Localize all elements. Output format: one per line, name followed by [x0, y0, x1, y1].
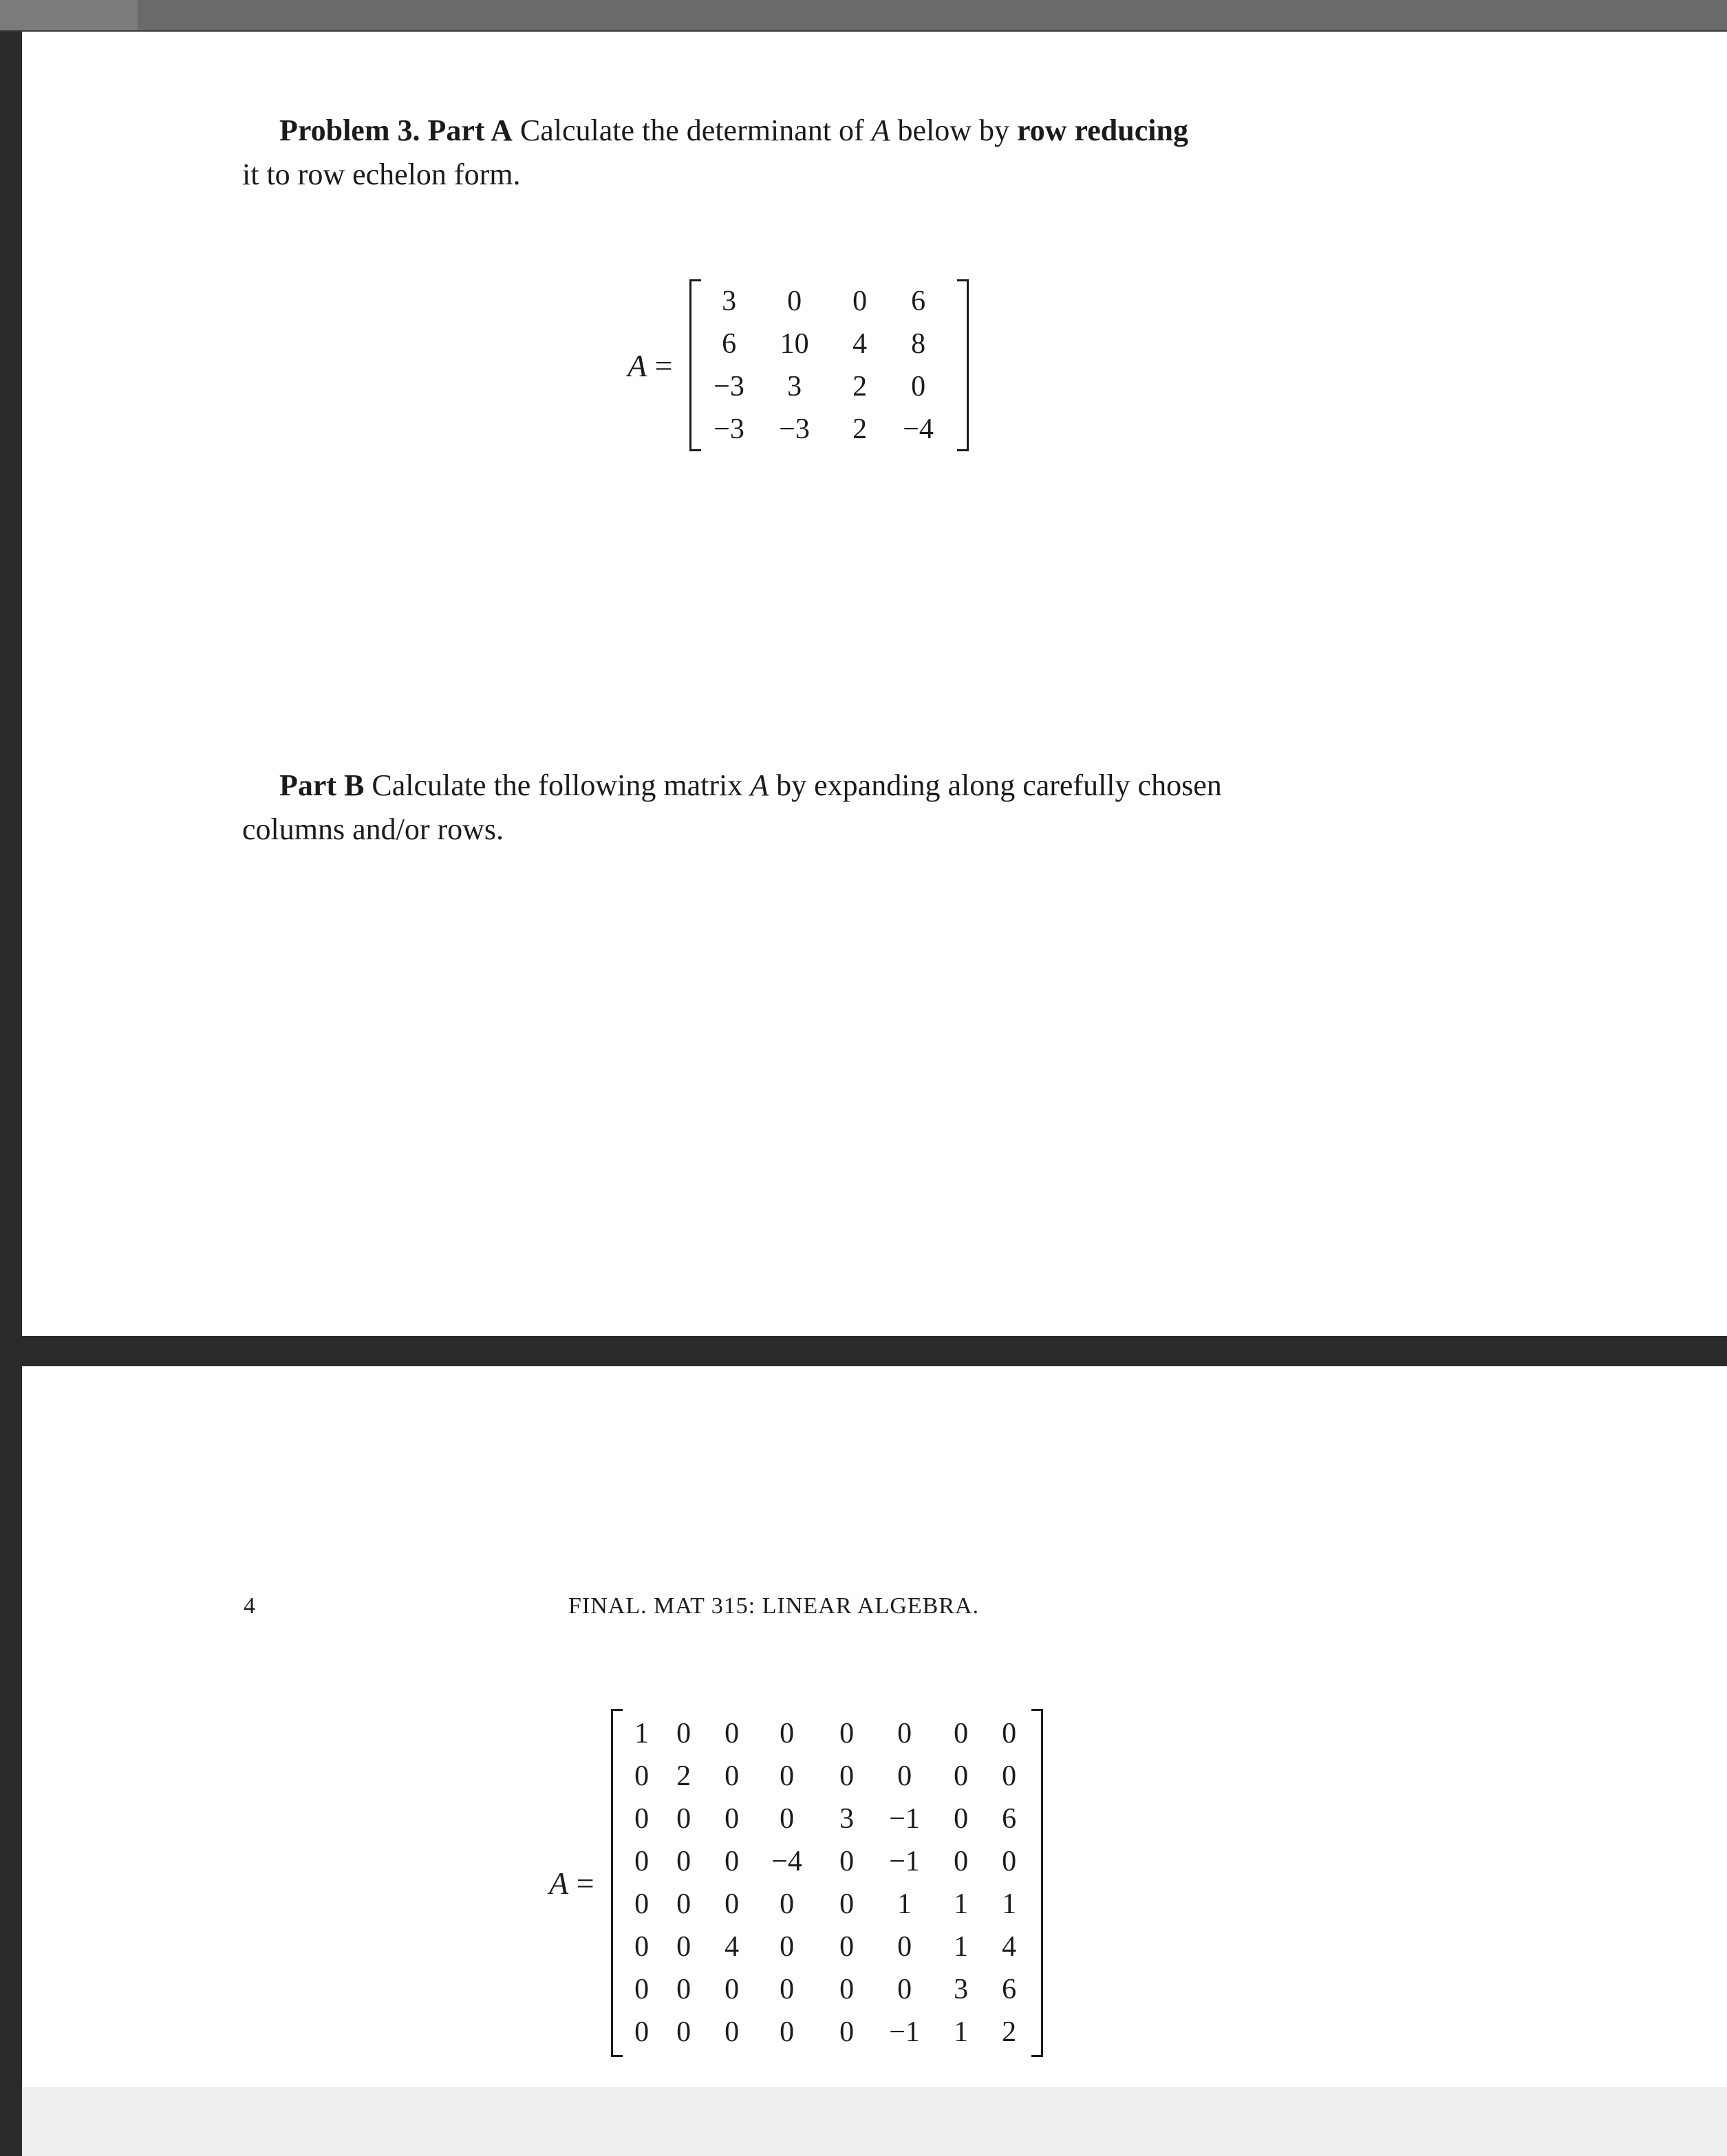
matrix-a-cell-r3-c3: 2	[852, 371, 868, 402]
matrix-b-cell-r1-c7: 0	[954, 1718, 969, 1749]
part-b-text-mid: by expanding along carefully chosen	[769, 768, 1222, 802]
right-bracket	[957, 279, 969, 451]
part-a-bold-phrase: row reducing	[1017, 114, 1188, 147]
matrix-b-cell-r2-c6: 0	[897, 1760, 912, 1792]
matrix-b-cell-r8-c2: 0	[676, 2016, 691, 2048]
matrix-b-cell-r2-c4: 0	[780, 1760, 795, 1792]
matrix-b-cell-r2-c2: 2	[676, 1760, 691, 1792]
matrix-b-cell-r5-c6: 1	[897, 1888, 912, 1920]
matrix-b-cell-r1-c2: 0	[676, 1718, 691, 1749]
matrix-a-cell-r2-c4: 8	[911, 328, 926, 360]
matrix-b-cell-r1-c3: 0	[725, 1718, 740, 1749]
matrix-b-cell-r1-c5: 0	[839, 1718, 855, 1749]
matrix-a-cell-r4-c3: 2	[852, 413, 868, 445]
matrix-b-cell-r7-c6: 0	[897, 1974, 912, 2005]
matrix-b-cell-r6-c6: 0	[897, 1931, 912, 1963]
matrix-b-cell-r6-c2: 0	[676, 1931, 691, 1963]
part-b-paragraph	[279, 764, 1408, 808]
matrix-b-cell-r4-c4: −4	[771, 1846, 802, 1877]
matrix-a-cell-r1-c3: 0	[852, 285, 868, 317]
part-a-paragraph	[279, 109, 1408, 153]
matrix-a-cell-r3-c4: 0	[911, 371, 926, 402]
matrix-b-cell-r4-c2: 0	[676, 1846, 691, 1877]
matrix-b-cell-r4-c8: 0	[1002, 1846, 1017, 1877]
left-bracket	[689, 279, 701, 451]
part-a-text-before: Calculate the determinant of	[512, 114, 872, 147]
part-a-text-mid: below by	[890, 114, 1018, 147]
matrix-a-cell-r3-c1: −3	[714, 371, 744, 402]
matrix-b-cell-r3-c1: 0	[634, 1803, 650, 1835]
matrix-b-cell-r8-c5: 0	[839, 2016, 855, 2048]
matrix-b-cell-r3-c5: 3	[839, 1803, 855, 1835]
part-b-text-before: Calculate the following matrix	[364, 768, 751, 802]
matrix-b-cell-r4-c5: 0	[839, 1846, 855, 1877]
matrix-b-cell-r2-c8: 0	[1002, 1760, 1017, 1792]
part-a-continuation: it to row echelon form.	[242, 158, 521, 191]
matrix-b-cell-r8-c4: 0	[780, 2016, 795, 2048]
part-b-continuation: columns and/or rows.	[242, 812, 504, 846]
left-bracket-b	[611, 1709, 623, 2057]
matrix-b-cell-r6-c7: 1	[954, 1931, 969, 1963]
problem-label: Problem 3.	[279, 114, 420, 147]
matrix-b-cell-r7-c8: 6	[1002, 1974, 1017, 2005]
matrix-a	[701, 280, 957, 451]
matrix-b-cell-r8-c1: 0	[634, 2016, 650, 2048]
part-a-label: Part A	[427, 114, 513, 147]
matrix-b-cell-r5-c5: 0	[839, 1888, 855, 1920]
matrix-b-cell-r7-c2: 0	[676, 1974, 691, 2005]
matrix-b-cell-r2-c5: 0	[839, 1760, 855, 1792]
matrix-b-cell-r5-c1: 0	[634, 1888, 650, 1920]
matrix-b-cell-r2-c3: 0	[725, 1760, 740, 1792]
matrix-b-cell-r8-c3: 0	[725, 2016, 740, 2048]
matrix-b-cell-r4-c6: −1	[889, 1846, 920, 1877]
right-bracket-b	[1031, 1709, 1043, 2057]
matrix-b-cell-r3-c2: 0	[676, 1803, 691, 1835]
viewer-top-bar	[0, 0, 1727, 32]
matrix-b-cell-r8-c8: 2	[1002, 2016, 1017, 2048]
matrix-b-cell-r6-c8: 4	[1002, 1931, 1017, 1963]
matrix-b	[623, 1712, 1031, 2053]
document-page-1	[22, 32, 1727, 1336]
matrix-b-cell-r6-c5: 0	[839, 1931, 855, 1963]
matrix-b-cell-r8-c7: 1	[954, 2016, 969, 2048]
matrix-b-cell-r7-c4: 0	[780, 1974, 795, 2005]
part-b-equation	[549, 1709, 1043, 2057]
viewer-tab[interactable]	[0, 0, 138, 30]
part-a-matrix-label: A =	[627, 347, 673, 383]
matrix-b-cell-r7-c3: 0	[725, 1974, 740, 2005]
part-a-equation	[627, 279, 969, 451]
document-page-2	[22, 1366, 1727, 2156]
matrix-a-cell-r1-c2: 0	[787, 285, 802, 317]
matrix-b-cell-r7-c5: 0	[839, 1974, 855, 2005]
matrix-b-cell-r8-c6: −1	[889, 2016, 920, 2048]
matrix-b-cell-r1-c1: 1	[634, 1718, 650, 1749]
matrix-b-cell-r5-c2: 0	[676, 1888, 691, 1920]
matrix-b-cell-r5-c8: 1	[1002, 1888, 1017, 1920]
matrix-b-cell-r5-c3: 0	[725, 1888, 740, 1920]
part-b-matrix-label: A =	[549, 1865, 594, 1901]
viewer-bottom-gutter	[22, 2087, 1727, 2156]
matrix-b-cell-r5-c7: 1	[954, 1888, 969, 1920]
matrix-a-cell-r2-c2: 10	[780, 328, 809, 360]
part-b-label: Part B	[279, 768, 365, 802]
matrix-b-cell-r6-c1: 0	[634, 1931, 650, 1963]
matrix-b-cell-r3-c3: 0	[725, 1803, 740, 1835]
matrix-a-cell-r4-c4: −4	[903, 413, 934, 445]
matrix-a-cell-r4-c2: −3	[779, 413, 810, 445]
matrix-a-cell-r1-c4: 6	[911, 285, 926, 317]
matrix-b-cell-r3-c6: −1	[889, 1803, 920, 1835]
part-b-var: A	[750, 768, 769, 802]
matrix-b-cell-r3-c7: 0	[954, 1803, 969, 1835]
matrix-a-cell-r2-c3: 4	[852, 328, 868, 360]
matrix-b-cell-r5-c4: 0	[780, 1888, 795, 1920]
matrix-a-cell-r3-c2: 3	[787, 371, 802, 402]
matrix-a-cell-r1-c1: 3	[722, 285, 737, 317]
matrix-b-cell-r3-c8: 6	[1002, 1803, 1017, 1835]
matrix-b-cell-r7-c7: 3	[954, 1974, 969, 2005]
matrix-b-cell-r1-c6: 0	[897, 1718, 912, 1749]
matrix-b-cell-r2-c7: 0	[954, 1760, 969, 1792]
matrix-a-cell-r2-c1: 6	[722, 328, 737, 360]
matrix-b-cell-r4-c3: 0	[725, 1846, 740, 1877]
matrix-b-cell-r1-c4: 0	[780, 1718, 795, 1749]
matrix-b-cell-r3-c4: 0	[780, 1803, 795, 1835]
matrix-b-cell-r2-c1: 0	[634, 1760, 650, 1792]
matrix-b-cell-r7-c1: 0	[634, 1974, 650, 2005]
matrix-b-cell-r6-c3: 4	[725, 1931, 740, 1963]
matrix-b-cell-r1-c8: 0	[1002, 1718, 1017, 1749]
matrix-a-cell-r4-c1: −3	[714, 413, 744, 445]
matrix-b-cell-r4-c1: 0	[634, 1846, 650, 1877]
matrix-b-cell-r4-c7: 0	[954, 1846, 969, 1877]
matrix-b-cell-r6-c4: 0	[780, 1931, 795, 1963]
part-a-var: A	[871, 114, 890, 147]
running-header: FINAL. MAT 315: LINEAR ALGEBRA.	[568, 1593, 980, 1619]
page-number: 4	[244, 1593, 256, 1619]
